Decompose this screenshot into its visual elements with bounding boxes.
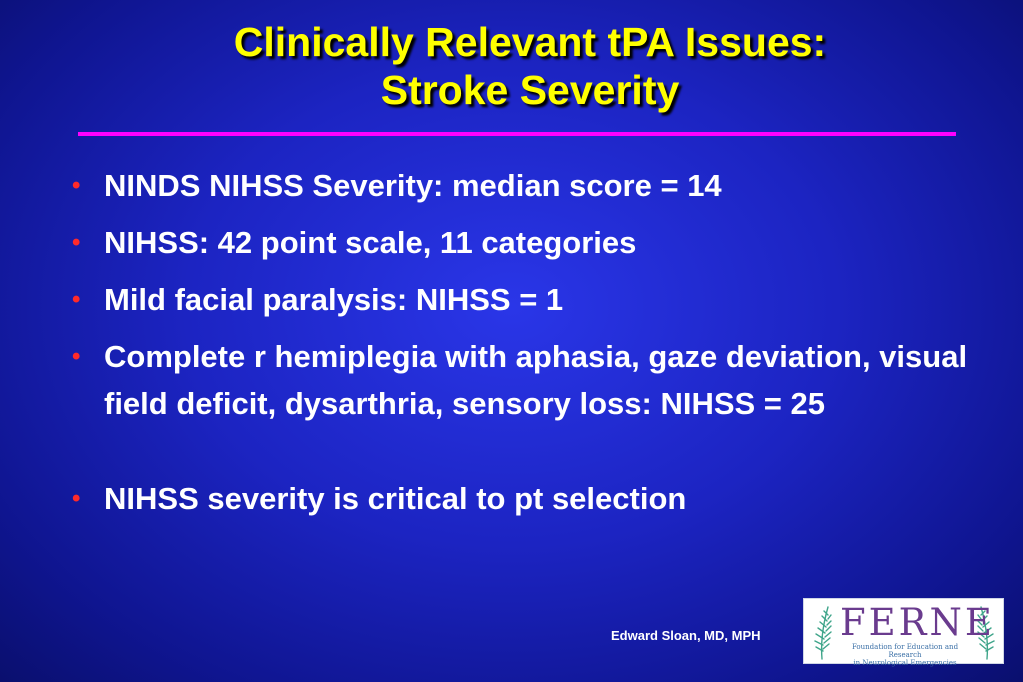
logo-subtitle-line-1: Foundation for Education and Research: [851, 643, 959, 659]
bullet-dot-icon: •: [72, 343, 81, 370]
bullet-dot-icon: •: [72, 485, 81, 512]
bullet-item: [72, 475, 972, 522]
bullet-item: [72, 333, 972, 427]
author-footer: Edward Sloan, MD, MPH: [611, 628, 761, 643]
bullet-text: Mild facial paralysis: NIHSS = 1: [104, 282, 564, 317]
bullet-text: NINDS NIHSS Severity: median score = 14: [104, 168, 722, 203]
title-line-1: Clinically Relevant tPA Issues:: [233, 19, 827, 65]
bullet-item: [72, 219, 972, 266]
bullet-item: [72, 162, 972, 209]
bullet-text: NIHSS: 42 point scale, 11 categories: [104, 225, 637, 260]
title-line-2: Stroke Severity: [380, 67, 680, 113]
logo-subtitle: [840, 643, 970, 667]
bullet-dot-icon: •: [72, 286, 81, 313]
bullet-dot-icon: •: [72, 172, 81, 199]
logo-wordmark: FERNE: [840, 601, 995, 644]
bullet-text: Complete r hemiplegia with aphasia, gaze deviation, visual field deficit, dysarthria, sensory loss: NIHSS = 25: [104, 339, 968, 421]
ferne-logo: [803, 598, 1004, 667]
bullet-list: [72, 162, 972, 532]
logo-subtitle-line-2: in Neurological Emergencies: [853, 659, 957, 667]
bullet-item: [72, 276, 972, 323]
bullet-dot-icon: •: [72, 229, 81, 256]
bullet-text: NIHSS severity is critical to pt selection: [104, 481, 687, 516]
slide-title: [40, 18, 1020, 114]
title-divider: [78, 132, 956, 136]
